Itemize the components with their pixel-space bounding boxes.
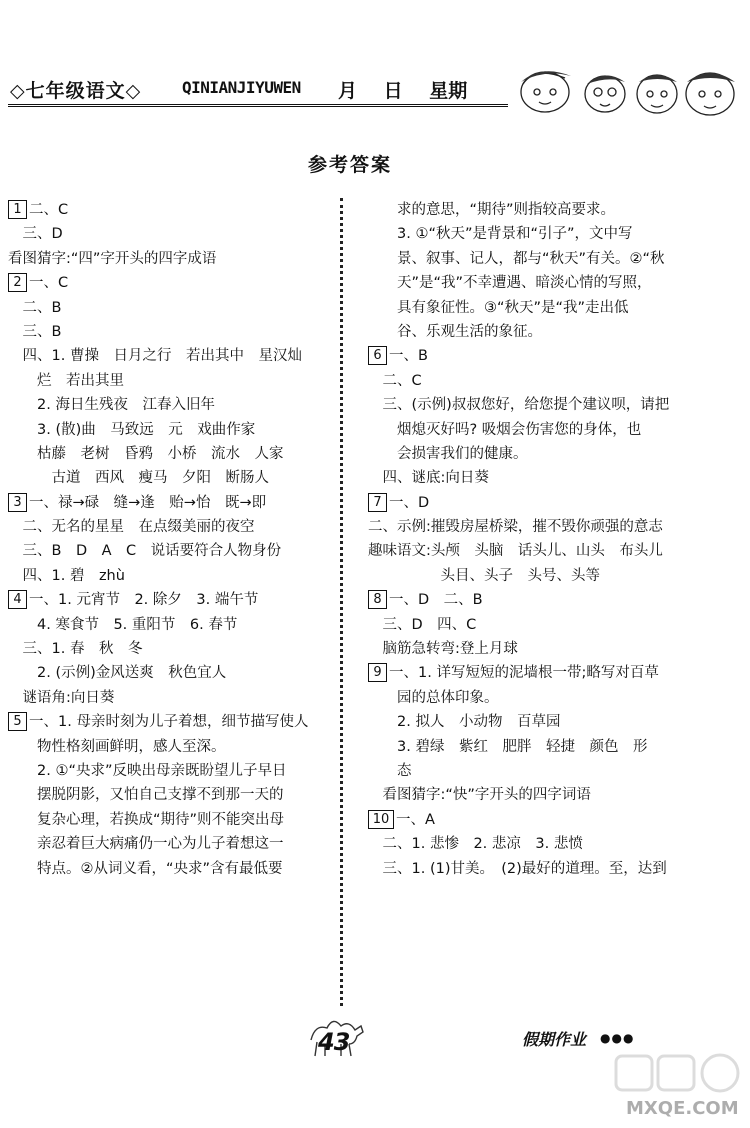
answer-line [8,759,338,783]
answer-text: 三、B [8,323,62,340]
answer-text: 谜语角:向日葵 [8,689,115,706]
series-title: ◇七年级语文◇ [10,80,142,102]
answer-line [368,393,678,417]
page-title: 参考答案 [307,154,392,176]
answer-line [368,783,678,807]
answer-text: 一、禄→碌 缝→逢 贻→怡 既→即 [29,494,267,511]
answer-text: 复杂心理，若换成“期待”则不能突出母 [8,811,285,828]
question-number-box: 1 [8,200,27,219]
answer-line [8,491,338,515]
answer-text: 一、B [389,348,428,365]
answer-text: 4. 寒食节 5. 重阳节 6. 春节 [8,616,238,633]
answer-line [8,735,338,759]
answer-text: 景、叙事、记人，都与“秋天”有关。②“秋 [368,250,665,267]
cartoon-characters-illustration [505,64,743,124]
month-label: 月 [338,80,358,102]
answer-text: 三、B D A C 说话要符合人物身份 [8,543,282,560]
answer-line [8,466,338,490]
answer-text: 趣味语文:头颅 头脑 话头儿、山头 布头儿 [368,543,663,560]
answer-text: 烂 若出其里 [8,372,124,389]
answer-text: 二、C [29,202,69,218]
answer-line [8,247,338,271]
answer-line [8,296,338,320]
answer-text: 具有象征性。③“秋天”是“我”走出低 [368,299,629,316]
answer-line [8,857,338,881]
answer-line [368,466,678,490]
answer-text: 一、D 二、B [389,592,483,609]
answer-line [368,710,678,734]
answer-line [368,247,678,271]
answer-text: 一、D [389,494,430,511]
weekday-label: 星期 [429,80,468,102]
answer-line [8,808,338,832]
answer-line [8,613,338,637]
answer-text: 头目、头子 头号、头等 [368,567,600,584]
answer-text: 一、C [29,275,69,292]
answer-text: 2. 拟人 小动物 百草园 [368,714,561,731]
answer-text: 看图猜字:“快”字开头的四字词语 [368,787,591,804]
answer-text: 二、C [368,372,422,389]
answer-text: 古道 西风 瘦马 夕阳 断肠人 [8,470,269,487]
answer-line [368,637,678,661]
answers-left-column [8,198,338,881]
answer-text: 求的意思，“期待”则指较高要求。 [368,202,616,218]
answer-text: 四、1. 碧 zhù [8,567,125,584]
answer-text: 天”是“我”不幸遭遇、暗淡心情的写照， [368,275,652,292]
answer-line [8,344,338,368]
question-number-box: 2 [8,273,27,292]
answer-text: 三、D 四、C [368,616,477,633]
answer-line [368,271,678,295]
answer-text: 三、D [8,226,63,243]
question-number-box: 8 [368,590,387,609]
answer-text: 一、1. 详写短短的泥墙根一带;略写对百草 [389,665,659,682]
answer-text: 二、示例:摧毁房屋桥梁，摧不毁你顽强的意志 [368,519,663,536]
answer-line [8,271,338,295]
answer-text: 一、1. 元宵节 2. 除夕 3. 端午节 [29,592,259,609]
answer-line [368,320,678,344]
answer-text: 2. (示例)金风送爽 秋色宜人 [8,665,227,682]
answer-line [368,515,678,539]
page-header [0,62,750,122]
answer-line [368,198,678,222]
answer-text: 3. ①“秋天”是背景和“引子”，文中写 [368,226,633,243]
answer-line [368,222,678,246]
answer-line [368,344,678,368]
answer-line [8,832,338,856]
answer-line [368,613,678,637]
answer-text: 态 [368,762,412,779]
answer-line [368,588,678,612]
answer-line [8,418,338,442]
answer-line [368,808,678,832]
answer-text: 三、(示例)叔叔您好，给您提个建议呗，请把 [368,397,670,414]
answer-line [368,686,678,710]
answer-line [8,710,338,734]
footer-dots: ●●● [600,1031,635,1045]
answer-line [8,588,338,612]
answer-line [8,320,338,344]
answer-line [368,564,678,588]
answer-line [8,637,338,661]
answer-line [8,369,338,393]
page-number: 43 [318,1028,350,1056]
answer-text: 2. 海日生残夜 江春入旧年 [8,397,215,414]
answer-text: 三、1. 春 秋 冬 [8,641,143,658]
answer-line [368,661,678,685]
answer-line [368,832,678,856]
answer-line [8,783,338,807]
answer-line [368,759,678,783]
answer-text: 2. ①“央求”反映出母亲既盼望儿子早日 [8,762,287,779]
question-number-box: 10 [368,810,394,829]
answer-text: 四、谜底:向日葵 [368,470,489,487]
answer-line [368,442,678,466]
answer-line [8,198,338,222]
answer-text: 二、B [8,299,62,316]
question-number-box: 4 [8,590,27,609]
answer-text: 一、1. 母亲时刻为儿子着想，细节描写使人 [29,714,309,731]
question-number-box: 5 [8,712,27,731]
answer-text: 会损害我们的健康。 [368,445,528,462]
question-number-box: 9 [368,663,387,682]
series-pinyin: QINIANJIYUWEN [182,78,301,97]
day-label: 日 [383,80,403,102]
answer-text: 看图猜字:“四”字开头的四字成语 [8,250,217,267]
answer-text: 3. 碧绿 紫红 肥胖 轻捷 颜色 形 [368,738,648,755]
answer-text: 谷、乐观生活的象征。 [368,323,542,340]
answer-text: 一、A [396,811,435,828]
answers-right-column [368,198,678,881]
answer-line [8,515,338,539]
answer-line [8,393,338,417]
answer-text: 二、1. 悲惨 2. 悲凉 3. 悲愤 [368,836,583,853]
header-rule [8,104,508,107]
answer-text: 物性格刻画鲜明，感人至深。 [8,738,226,755]
answer-line [368,296,678,320]
answer-text: 二、无名的星星 在点缀美丽的夜空 [8,519,255,536]
question-number-box: 6 [368,346,387,365]
column-divider [340,198,343,1006]
answer-line [8,442,338,466]
answer-line [368,418,678,442]
answer-text: 三、1. (1)甘美。 (2)最好的道理。至，达到 [368,860,667,877]
answer-text: 枯藤 老树 昏鸦 小桥 流水 人家 [8,445,284,462]
answer-text: 四、1. 曹操 日月之行 若出其中 星汉灿 [8,348,302,365]
answer-text: 摆脱阴影，又怕自己支撑不到那一天的 [8,787,284,804]
answer-line [368,857,678,881]
answer-line [8,222,338,246]
answer-line [8,686,338,710]
answer-text: 3. (散)曲 马致远 元 戏曲作家 [8,421,256,438]
footer-label: 假期作业 [522,1030,587,1049]
question-number-box: 7 [368,493,387,512]
answer-line [8,539,338,563]
question-number-box: 3 [8,493,27,512]
answer-text: 烟熄灭好吗? 吸烟会伤害您的身体，也 [368,421,642,438]
answer-text: 脑筋急转弯:登上月球 [368,641,518,658]
answer-text: 特点。②从词义看，“央求”含有最低要 [8,860,283,877]
date-fields [338,76,487,103]
watermark-text: MXQE.COM [626,1098,739,1119]
answer-text: 园的总体印象。 [368,689,499,706]
answer-line [368,539,678,563]
answer-line [368,735,678,759]
answer-line [8,661,338,685]
answer-line [368,491,678,515]
answer-line [368,369,678,393]
answer-line [8,564,338,588]
answer-text: 亲忍着巨大病痛仍一心为儿子着想这一 [8,836,284,853]
